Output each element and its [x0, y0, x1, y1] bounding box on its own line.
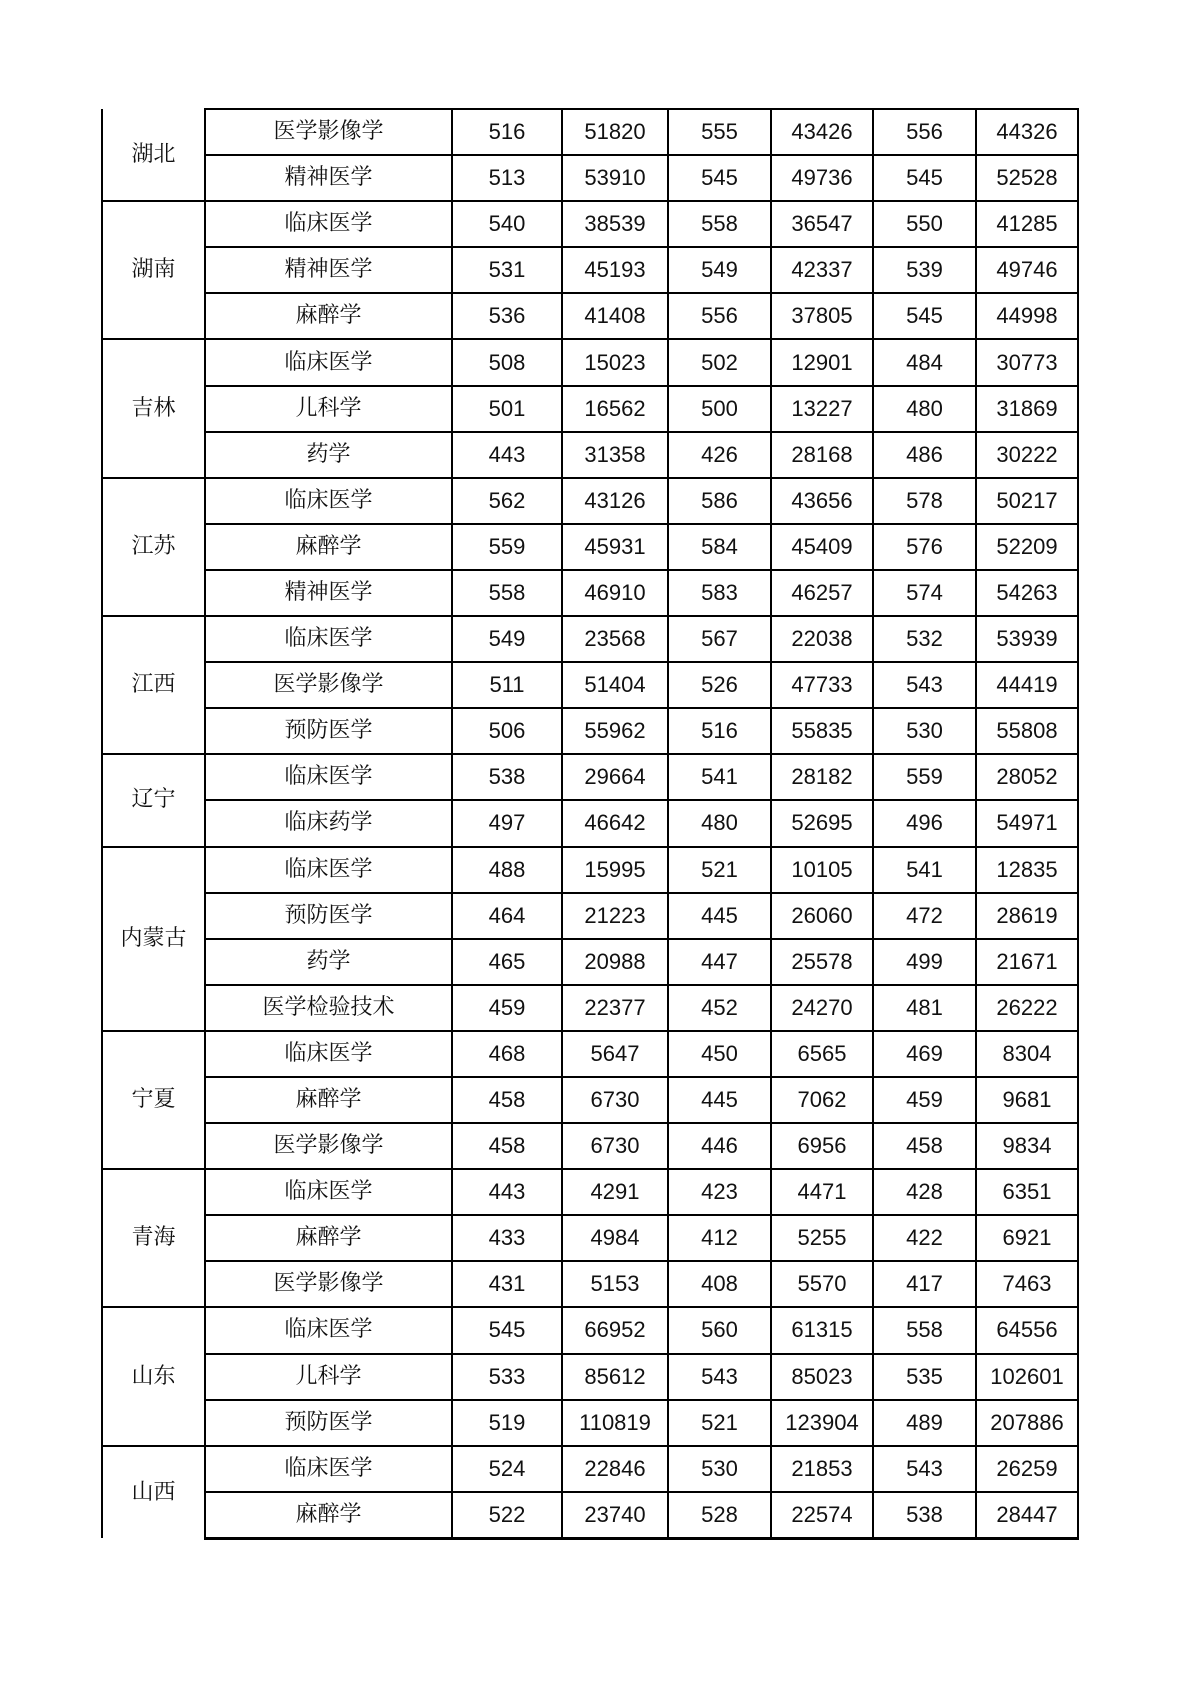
rank-cell: 7463 — [976, 1261, 1078, 1307]
score-cell: 459 — [873, 1077, 976, 1123]
score-cell: 539 — [873, 247, 976, 293]
rank-cell: 51820 — [562, 109, 668, 155]
major-cell: 麻醉学 — [205, 524, 452, 570]
score-cell: 443 — [452, 1169, 562, 1215]
score-cell: 519 — [452, 1400, 562, 1446]
rank-cell: 30773 — [976, 339, 1078, 385]
rank-cell: 43126 — [562, 478, 668, 524]
score-cell: 450 — [668, 1031, 771, 1077]
rank-cell: 6730 — [562, 1123, 668, 1169]
rank-cell: 26222 — [976, 985, 1078, 1031]
rank-cell: 5570 — [771, 1261, 873, 1307]
rank-cell: 50217 — [976, 478, 1078, 524]
score-cell: 541 — [668, 754, 771, 800]
rank-cell: 8304 — [976, 1031, 1078, 1077]
rank-cell: 5153 — [562, 1261, 668, 1307]
score-cell: 578 — [873, 478, 976, 524]
rank-cell: 23568 — [562, 616, 668, 662]
major-cell: 麻醉学 — [205, 293, 452, 339]
rank-cell: 21671 — [976, 939, 1078, 985]
rank-cell: 52209 — [976, 524, 1078, 570]
score-cell: 586 — [668, 478, 771, 524]
rank-cell: 49736 — [771, 155, 873, 201]
score-cell: 550 — [873, 201, 976, 247]
score-cell: 433 — [452, 1215, 562, 1261]
score-cell: 555 — [668, 109, 771, 155]
rank-cell: 28447 — [976, 1492, 1078, 1539]
major-cell: 医学影像学 — [205, 109, 452, 155]
rank-cell: 53939 — [976, 616, 1078, 662]
score-cell: 535 — [873, 1354, 976, 1400]
rank-cell: 6351 — [976, 1169, 1078, 1215]
rank-cell: 85023 — [771, 1354, 873, 1400]
rank-cell: 54971 — [976, 800, 1078, 846]
score-cell: 545 — [873, 293, 976, 339]
score-cell: 465 — [452, 939, 562, 985]
score-cell: 489 — [873, 1400, 976, 1446]
table-row — [102, 1077, 1078, 1123]
major-cell: 临床医学 — [205, 1307, 452, 1353]
score-cell: 574 — [873, 570, 976, 616]
rank-cell: 28052 — [976, 754, 1078, 800]
major-cell: 临床医学 — [205, 201, 452, 247]
major-cell: 临床医学 — [205, 339, 452, 385]
rank-cell: 15995 — [562, 847, 668, 893]
table-row — [102, 293, 1078, 339]
major-cell: 临床医学 — [205, 1169, 452, 1215]
table-row — [102, 939, 1078, 985]
score-cell: 458 — [452, 1077, 562, 1123]
rank-cell: 46910 — [562, 570, 668, 616]
rank-cell: 66952 — [562, 1307, 668, 1353]
table-row — [102, 1031, 1078, 1077]
rank-cell: 110819 — [562, 1400, 668, 1446]
rank-cell: 42337 — [771, 247, 873, 293]
score-cell: 458 — [873, 1123, 976, 1169]
score-cell: 423 — [668, 1169, 771, 1215]
score-cell: 516 — [452, 109, 562, 155]
major-cell: 药学 — [205, 939, 452, 985]
rank-cell: 22846 — [562, 1446, 668, 1492]
score-cell: 447 — [668, 939, 771, 985]
score-cell: 533 — [452, 1354, 562, 1400]
rank-cell: 21853 — [771, 1446, 873, 1492]
score-cell: 559 — [452, 524, 562, 570]
rank-cell: 55835 — [771, 708, 873, 754]
major-cell: 医学影像学 — [205, 662, 452, 708]
rank-cell: 26060 — [771, 893, 873, 939]
rank-cell: 9834 — [976, 1123, 1078, 1169]
score-cell: 481 — [873, 985, 976, 1031]
rank-cell: 23740 — [562, 1492, 668, 1539]
rank-cell: 7062 — [771, 1077, 873, 1123]
score-cell: 538 — [873, 1492, 976, 1539]
rank-cell: 22574 — [771, 1492, 873, 1539]
score-cell: 452 — [668, 985, 771, 1031]
score-cell: 501 — [452, 386, 562, 432]
rank-cell: 49746 — [976, 247, 1078, 293]
score-cell: 562 — [452, 478, 562, 524]
table-row — [102, 339, 1078, 385]
table-row — [102, 247, 1078, 293]
table-row — [102, 386, 1078, 432]
rank-cell: 64556 — [976, 1307, 1078, 1353]
rank-cell: 5647 — [562, 1031, 668, 1077]
table-row — [102, 1307, 1078, 1353]
table-row — [102, 201, 1078, 247]
rank-cell: 6921 — [976, 1215, 1078, 1261]
rank-cell: 41408 — [562, 293, 668, 339]
score-cell: 472 — [873, 893, 976, 939]
score-cell: 502 — [668, 339, 771, 385]
score-cell: 558 — [873, 1307, 976, 1353]
score-cell: 530 — [873, 708, 976, 754]
rank-cell: 22377 — [562, 985, 668, 1031]
score-cell: 428 — [873, 1169, 976, 1215]
score-cell: 545 — [452, 1307, 562, 1353]
score-cell: 422 — [873, 1215, 976, 1261]
score-cell: 417 — [873, 1261, 976, 1307]
table-row — [102, 1261, 1078, 1307]
score-cell: 443 — [452, 432, 562, 478]
rank-cell: 85612 — [562, 1354, 668, 1400]
score-cell: 458 — [452, 1123, 562, 1169]
table-row — [102, 847, 1078, 893]
rank-cell: 21223 — [562, 893, 668, 939]
score-cell: 526 — [668, 662, 771, 708]
score-cell: 459 — [452, 985, 562, 1031]
score-cell: 431 — [452, 1261, 562, 1307]
rank-cell: 44326 — [976, 109, 1078, 155]
table-row — [102, 478, 1078, 524]
table-row — [102, 109, 1078, 155]
rank-cell: 4984 — [562, 1215, 668, 1261]
score-cell: 536 — [452, 293, 562, 339]
score-cell: 511 — [452, 662, 562, 708]
province-cell: 江苏 — [102, 478, 205, 616]
rank-cell: 55808 — [976, 708, 1078, 754]
score-cell: 543 — [873, 1446, 976, 1492]
score-cell: 499 — [873, 939, 976, 985]
major-cell: 临床医学 — [205, 616, 452, 662]
rank-cell: 5255 — [771, 1215, 873, 1261]
score-cell: 486 — [873, 432, 976, 478]
table-row — [102, 1215, 1078, 1261]
score-cell: 556 — [873, 109, 976, 155]
score-cell: 521 — [668, 1400, 771, 1446]
major-cell: 医学检验技术 — [205, 985, 452, 1031]
score-cell: 408 — [668, 1261, 771, 1307]
major-cell: 儿科学 — [205, 386, 452, 432]
province-cell: 江西 — [102, 616, 205, 754]
major-cell: 医学影像学 — [205, 1261, 452, 1307]
province-cell: 山东 — [102, 1307, 205, 1445]
rank-cell: 52695 — [771, 800, 873, 846]
province-cell: 宁夏 — [102, 1031, 205, 1169]
rank-cell: 45931 — [562, 524, 668, 570]
score-cell: 549 — [452, 616, 562, 662]
rank-cell: 12901 — [771, 339, 873, 385]
major-cell: 临床医学 — [205, 1031, 452, 1077]
province-cell: 辽宁 — [102, 754, 205, 846]
rank-cell: 12835 — [976, 847, 1078, 893]
score-cell: 497 — [452, 800, 562, 846]
major-cell: 临床医学 — [205, 847, 452, 893]
table-row — [102, 1400, 1078, 1446]
table-row — [102, 800, 1078, 846]
score-cell: 559 — [873, 754, 976, 800]
rank-cell: 43426 — [771, 109, 873, 155]
rank-cell: 4471 — [771, 1169, 873, 1215]
major-cell: 麻醉学 — [205, 1492, 452, 1539]
table-row — [102, 1123, 1078, 1169]
major-cell: 预防医学 — [205, 708, 452, 754]
score-cell: 584 — [668, 524, 771, 570]
rank-cell: 15023 — [562, 339, 668, 385]
score-cell: 558 — [668, 201, 771, 247]
rank-cell: 43656 — [771, 478, 873, 524]
rank-cell: 53910 — [562, 155, 668, 201]
score-cell: 445 — [668, 1077, 771, 1123]
rank-cell: 22038 — [771, 616, 873, 662]
province-cell: 内蒙古 — [102, 847, 205, 1031]
score-cell: 528 — [668, 1492, 771, 1539]
score-cell: 506 — [452, 708, 562, 754]
major-cell: 预防医学 — [205, 1400, 452, 1446]
major-cell: 麻醉学 — [205, 1215, 452, 1261]
major-cell: 临床药学 — [205, 800, 452, 846]
major-cell: 预防医学 — [205, 893, 452, 939]
rank-cell: 61315 — [771, 1307, 873, 1353]
table-row — [102, 432, 1078, 478]
score-cell: 567 — [668, 616, 771, 662]
score-cell: 469 — [873, 1031, 976, 1077]
rank-cell: 9681 — [976, 1077, 1078, 1123]
score-cell: 468 — [452, 1031, 562, 1077]
major-cell: 精神医学 — [205, 247, 452, 293]
major-cell: 临床医学 — [205, 1446, 452, 1492]
rank-cell: 26259 — [976, 1446, 1078, 1492]
score-cell: 556 — [668, 293, 771, 339]
score-cell: 513 — [452, 155, 562, 201]
table-row — [102, 708, 1078, 754]
rank-cell: 46642 — [562, 800, 668, 846]
rank-cell: 44419 — [976, 662, 1078, 708]
rank-cell: 20988 — [562, 939, 668, 985]
table-row — [102, 893, 1078, 939]
rank-cell: 28182 — [771, 754, 873, 800]
province-cell: 湖北 — [102, 109, 205, 201]
score-cell: 538 — [452, 754, 562, 800]
score-cell: 446 — [668, 1123, 771, 1169]
rank-cell: 30222 — [976, 432, 1078, 478]
score-cell: 543 — [873, 662, 976, 708]
score-cell: 524 — [452, 1446, 562, 1492]
rank-cell: 13227 — [771, 386, 873, 432]
score-cell: 560 — [668, 1307, 771, 1353]
score-cell: 500 — [668, 386, 771, 432]
score-cell: 516 — [668, 708, 771, 754]
rank-cell: 24270 — [771, 985, 873, 1031]
score-cell: 464 — [452, 893, 562, 939]
rank-cell: 55962 — [562, 708, 668, 754]
rank-cell: 29664 — [562, 754, 668, 800]
score-cell: 521 — [668, 847, 771, 893]
score-cell: 522 — [452, 1492, 562, 1539]
rank-cell: 46257 — [771, 570, 873, 616]
rank-cell: 28168 — [771, 432, 873, 478]
table-row — [102, 155, 1078, 201]
rank-cell: 25578 — [771, 939, 873, 985]
major-cell: 医学影像学 — [205, 1123, 452, 1169]
score-cell: 412 — [668, 1215, 771, 1261]
score-cell: 558 — [452, 570, 562, 616]
score-cell: 445 — [668, 893, 771, 939]
major-cell: 精神医学 — [205, 570, 452, 616]
rank-cell: 10105 — [771, 847, 873, 893]
score-cell: 541 — [873, 847, 976, 893]
score-cell: 531 — [452, 247, 562, 293]
rank-cell: 45409 — [771, 524, 873, 570]
rank-cell: 6730 — [562, 1077, 668, 1123]
rank-cell: 45193 — [562, 247, 668, 293]
rank-cell: 52528 — [976, 155, 1078, 201]
score-cell: 480 — [873, 386, 976, 432]
score-cell: 543 — [668, 1354, 771, 1400]
table-row — [102, 1492, 1078, 1539]
rank-cell: 207886 — [976, 1400, 1078, 1446]
score-cell: 484 — [873, 339, 976, 385]
rank-cell: 51404 — [562, 662, 668, 708]
rank-cell: 37805 — [771, 293, 873, 339]
major-cell: 药学 — [205, 432, 452, 478]
major-cell: 儿科学 — [205, 1354, 452, 1400]
major-cell: 临床医学 — [205, 478, 452, 524]
rank-cell: 123904 — [771, 1400, 873, 1446]
province-cell: 湖南 — [102, 201, 205, 339]
table-row — [102, 985, 1078, 1031]
rank-cell: 44998 — [976, 293, 1078, 339]
score-cell: 545 — [668, 155, 771, 201]
score-cell: 540 — [452, 201, 562, 247]
rank-cell: 41285 — [976, 201, 1078, 247]
score-cell: 545 — [873, 155, 976, 201]
rank-cell: 31358 — [562, 432, 668, 478]
table-row — [102, 1354, 1078, 1400]
rank-cell: 54263 — [976, 570, 1078, 616]
score-cell: 530 — [668, 1446, 771, 1492]
table-row — [102, 662, 1078, 708]
table-row — [102, 754, 1078, 800]
major-cell: 临床医学 — [205, 754, 452, 800]
score-cell: 583 — [668, 570, 771, 616]
province-cell: 青海 — [102, 1169, 205, 1307]
table-row — [102, 616, 1078, 662]
major-cell: 精神医学 — [205, 155, 452, 201]
rank-cell: 4291 — [562, 1169, 668, 1215]
rank-cell: 31869 — [976, 386, 1078, 432]
score-cell: 488 — [452, 847, 562, 893]
province-cell: 山西 — [102, 1446, 205, 1539]
score-cell: 532 — [873, 616, 976, 662]
rank-cell: 47733 — [771, 662, 873, 708]
rank-cell: 16562 — [562, 386, 668, 432]
rank-cell: 38539 — [562, 201, 668, 247]
rank-cell: 6565 — [771, 1031, 873, 1077]
rank-cell: 28619 — [976, 893, 1078, 939]
table-row — [102, 570, 1078, 616]
score-cell: 426 — [668, 432, 771, 478]
table-row — [102, 1446, 1078, 1492]
table-row — [102, 524, 1078, 570]
score-cell: 576 — [873, 524, 976, 570]
table-body — [102, 109, 1078, 1538]
score-cell: 480 — [668, 800, 771, 846]
score-cell: 549 — [668, 247, 771, 293]
table-row — [102, 1169, 1078, 1215]
score-cell: 496 — [873, 800, 976, 846]
rank-cell: 6956 — [771, 1123, 873, 1169]
rank-cell: 36547 — [771, 201, 873, 247]
rank-cell: 102601 — [976, 1354, 1078, 1400]
score-cell: 508 — [452, 339, 562, 385]
province-cell: 吉林 — [102, 339, 205, 477]
admission-score-table — [101, 108, 1079, 1540]
major-cell: 麻醉学 — [205, 1077, 452, 1123]
